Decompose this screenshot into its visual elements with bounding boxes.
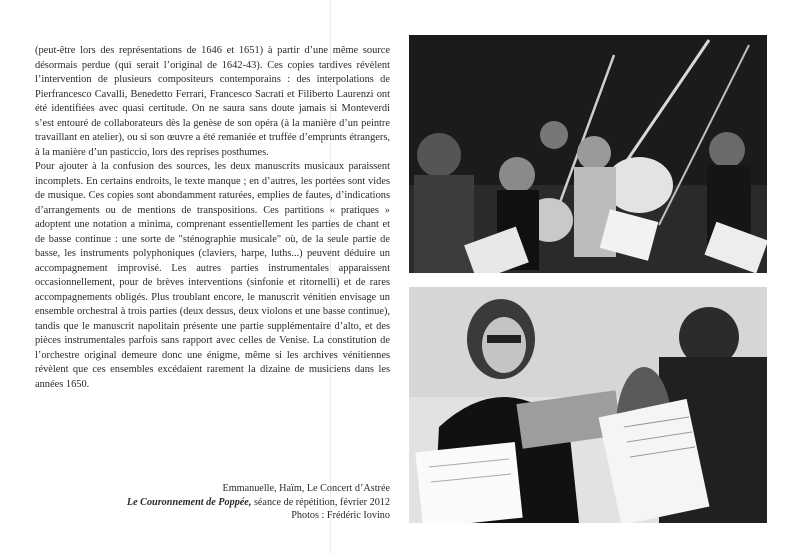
photo-caption	[60, 482, 390, 523]
caption-line-1: Emmanuelle, Haïm, Le Concert d’Astrée	[222, 483, 390, 494]
caption-opera-title: Le Couronnement de Poppée,	[126, 496, 252, 508]
ensemble-rehearsal-photo	[409, 35, 767, 273]
caption-credit: Photos : Frédéric Iovino	[291, 510, 390, 521]
article-body	[35, 44, 390, 392]
caption-session: séance de répétition, février 2012	[251, 496, 390, 508]
caption-line-2	[60, 496, 390, 510]
paragraph-1: (peut-être lors des représentations de 1646 et 1651) à partir d’une même source désormais perdue (qui serait l’original de 1642-43). Ces copies tardives révèlent l’intervention de plusieurs compositeurs contemporains : des interpolations de Pierfrancesco Cavalli, Benedetto Ferrari, Francesco Sacrati et Filiberto Laurenzi ont été identifiées avec quasi certitude. On ne saura sans doute jamais si Monteverdi s’est entouré de collaborateurs dès la genèse de son opéra (à la manière d’un peintre travaillant en atelier), ou si son œuvre a été remaniée et truffée d’emprunts étrangers, à la manière d’un pasticcio, lors des reprises posthumes.	[35, 45, 390, 158]
paragraph-2: Pour ajouter à la confusion des sources, les deux manuscrits musicaux paraissent incomplets. En certains endroits, le texte manque ; en d’autres, les portées sont vides de musique. Ces copies sont abondamment raturées, emplies de fautes, d’indications d’arrangements ou de mentions de transpositions. Ces partitions « pratiques » adoptent une notation a minima, comprenant essentiellement les parties de chant et de basse continue : une sorte de "sténographie musicale" où, de la seule partie de basse, les instruments polyphoniques (claviers, harpe, luths...) peuvent déduire un accompagnement improvisé. Les autres parties instrumentales apparaissent occasionnellement, pour de brèves interventions (sinfonie et ritornelli) et de rares accompagnements obligés. Plus troublant encore, le manuscrit vénitien envisage un ensemble orchestral à trois parties (deux dessus, deux violons et une basse continue), tandis que le manuscrit napolitain présente une partie supplémentaire d’alto, et des pièces instrumentales parfois sans rapport avec celles de Venise. La constitution de l’orchestre original demeure donc une énigme, même si les archives vénitiennes révèlent que ces ensembles excédaient rarement la dizaine de musiciens dans les années 1650.	[35, 161, 390, 390]
singer-rehearsal-photo	[409, 287, 767, 523]
